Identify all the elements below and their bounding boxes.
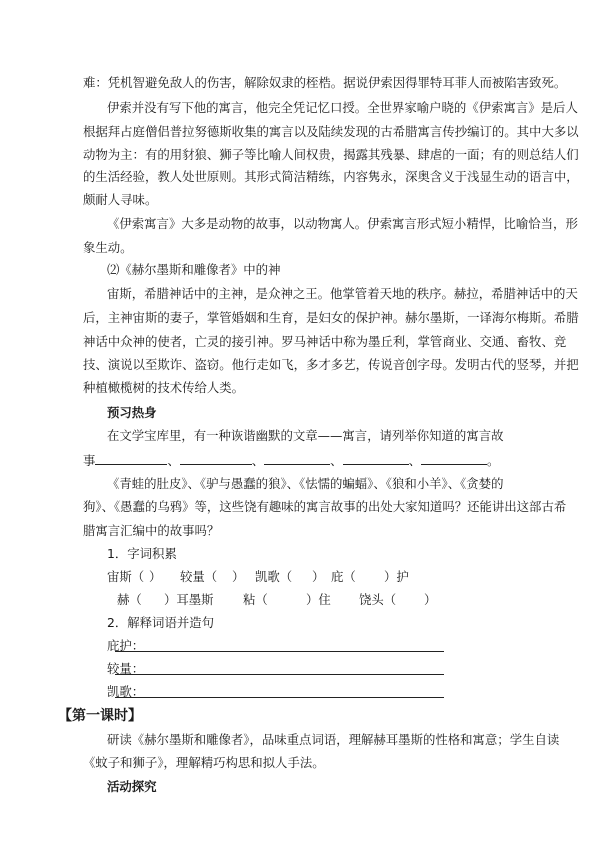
subheading: ⑵《赫尔墨斯和雕像者》中的神 <box>107 262 281 277</box>
vocab-word: 赫（ <box>117 592 142 607</box>
text-line: 《青蛙的肚皮》、《驴与愚蠢的狼》、《怯懦的蝙蝠》、《狼和小羊》、《贪婪的 <box>107 476 504 491</box>
text-line: 神话中众神的使者，亡灵的接引神。罗马神话中称为墨丘利，掌管商业、交通、畜牧、竞 <box>83 334 567 349</box>
separator: 、 <box>251 453 265 468</box>
text-line: 颇耐人寻味。 <box>83 192 158 207</box>
answer-blank[interactable] <box>343 452 409 465</box>
term-label: 庇护： <box>107 638 145 653</box>
vocab-bracket: ） <box>232 569 245 584</box>
term-label: 较量： <box>107 661 145 676</box>
vocab-word: 较量（ <box>180 569 218 584</box>
term-label: 凯歌： <box>107 684 145 699</box>
vocab-word: 凯歌（ <box>255 569 293 584</box>
text-line: 在文学宝库里，有一种诙谐幽默的文章——寓言，请列举你知道的寓言故 <box>107 428 504 443</box>
vocab-word: 宙斯（ <box>107 569 145 584</box>
fill-blank-line <box>83 452 499 469</box>
text-line: 动物为主：有的用豺狼、狮子等比喻人间权贵，揭露其残暴、肆虐的一面；有的则总结人们 <box>83 147 579 162</box>
answer-line[interactable] <box>115 697 444 698</box>
text-line: 《蚊子和狮子》，理解精巧构思和拟人手法。 <box>83 755 325 770</box>
section-heading: 活动探究 <box>107 779 157 794</box>
text-line: 难：凭机智避免敌人的伤害，解除奴隶的桎梏。据说伊索因得罪特耳菲人而被陷害致死。 <box>83 75 567 90</box>
vocab-word: 饶头（ <box>359 592 397 607</box>
answer-line[interactable] <box>115 651 444 652</box>
separator: 、 <box>408 453 421 468</box>
section-heading: 预习热身 <box>107 405 157 420</box>
exercise-title: 2．解释词语并造句 <box>107 615 215 630</box>
text-line: 象生动。 <box>83 240 133 255</box>
answer-blank[interactable] <box>264 452 330 465</box>
answer-blank[interactable] <box>180 452 252 465</box>
separator: 、 <box>167 453 180 468</box>
text-line: 技、演说以至欺诈、盗窃。他行走如飞，多才多艺，传说音创字母。发明古代的竖琴，并把 <box>83 357 579 372</box>
text-line: 种植橄榄树的技术传给人类。 <box>83 380 245 395</box>
text-line: 宙斯，希腊神话中的主神，是众神之王。他掌管着天地的秩序。赫拉，希腊神话中的天 <box>107 286 578 301</box>
separator: 。 <box>486 453 500 468</box>
lesson-title: 【第一课时】 <box>58 708 142 724</box>
text-line: 腊寓言汇编中的故事吗？ <box>83 523 220 538</box>
vocab-bracket: ）住 <box>306 592 331 607</box>
vocab-bracket: ）耳墨斯 <box>164 592 214 607</box>
vocab-word: 粘（ <box>243 592 268 607</box>
answer-blank[interactable] <box>421 452 487 465</box>
separator: 、 <box>330 453 343 468</box>
vocab-bracket: ）护 <box>384 569 409 584</box>
vocab-bracket: ） <box>424 592 437 607</box>
text-line: 的生活经验，教人处世原则。其形式简洁精练，内容隽永，深奥含义于浅显生动的语言中， <box>83 169 579 184</box>
text-line: 《伊索寓言》大多是动物的故事，以动物寓人。伊索寓言形式短小精悍，比喻恰当，形 <box>107 216 578 231</box>
vocab-bracket: ） <box>312 569 325 584</box>
text-line: 伊索并没有写下他的寓言，他完全凭记忆口授。全世界家喻户晓的《伊索寓言》是后人 <box>107 100 578 115</box>
text-line: 狗》、《愚蠢的乌鸦》等，这些饶有趣味的寓言故事的出处大家知道吗？还能讲出这部古希 <box>83 499 567 514</box>
text-line: 根据拜占庭僧侣普拉努德斯收集的寓言以及陆续发现的古希腊寓言传抄编订的。其中大多以 <box>83 124 579 139</box>
text-line: 后，主神宙斯的妻子，掌管婚姻和生育，是妇女的保护神。赫尔墨斯，一译海尔梅斯。希腊 <box>83 310 579 325</box>
vocab-word: 庇（ <box>331 569 356 584</box>
text-fragment: 事 <box>83 453 96 468</box>
text-line: 研读《赫尔墨斯和雕像者》，品味重点词语，理解赫耳墨斯的性格和寓意；学生自读 <box>107 732 560 747</box>
exercise-title: 1．字词积累 <box>107 546 177 561</box>
answer-line[interactable] <box>115 674 444 675</box>
answer-blank[interactable] <box>95 452 167 465</box>
vocab-bracket: ） <box>149 569 162 584</box>
